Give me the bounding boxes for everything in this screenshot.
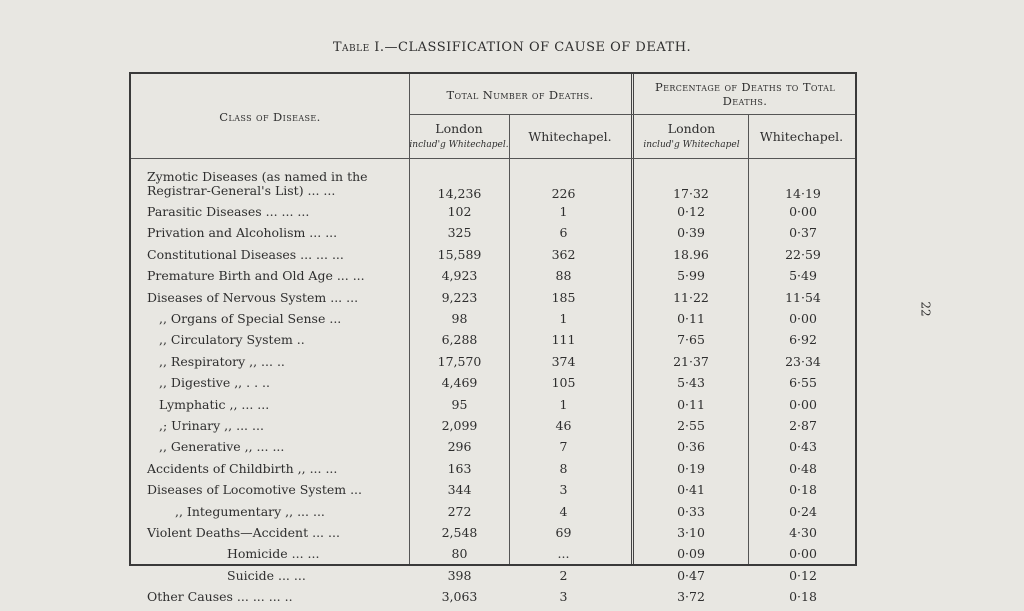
- cell-whitechapel-pct: 22·59: [785, 246, 821, 262]
- cell-london: 4,923: [441, 268, 478, 284]
- cell-london: 2,099: [441, 418, 478, 433]
- cell-london: 398: [447, 567, 472, 583]
- table-row: [131, 397, 855, 419]
- table-title-text: I.—CLASSIFICATION OF CAUSE OF DEATH.: [369, 40, 692, 55]
- cell-london: 80: [451, 546, 468, 562]
- page-number: 22: [918, 301, 933, 317]
- header-class-of-disease: Class of Disease.: [219, 110, 321, 124]
- cell-london-pct: 5·43: [677, 375, 705, 391]
- row-label: Other Causes ... ... ... ..: [147, 589, 293, 605]
- row-label: ,, Generative ,, ... ...: [159, 439, 285, 455]
- table-row: [131, 204, 855, 226]
- cell-london-pct: 0·39: [677, 225, 705, 241]
- cell-london: 4,469: [441, 375, 478, 391]
- cell-london: 17,570: [437, 353, 482, 369]
- cell-london: 6,288: [441, 332, 478, 348]
- cell-whitechapel: ...: [557, 546, 570, 562]
- cell-whitechapel: 374: [551, 353, 576, 369]
- cell-london: 98: [451, 311, 468, 326]
- classification-table: [129, 72, 857, 605]
- row-label: ,, Integumentary ,, ... ...: [175, 503, 325, 519]
- cell-whitechapel-pct: 11·54: [785, 289, 821, 305]
- table-row: [131, 482, 855, 504]
- table-row: [131, 290, 855, 312]
- header-london-pct-label: London: [667, 121, 716, 136]
- cell-whitechapel-pct: 6·55: [789, 375, 817, 391]
- row-label: Parasitic Diseases ... ... ...: [147, 204, 310, 219]
- cell-whitechapel-pct: 2·87: [789, 418, 817, 433]
- cell-london-pct: 17·32: [673, 186, 709, 201]
- cell-london-pct: 0·36: [677, 439, 705, 455]
- header-whitechapel: Whitechapel.: [528, 129, 612, 144]
- cell-whitechapel-pct: 0·00: [789, 204, 817, 219]
- header-whitechapel-pct: Whitechapel.: [759, 129, 844, 144]
- table-row: [131, 375, 855, 397]
- cell-whitechapel: 69: [555, 525, 572, 540]
- cell-whitechapel-pct: 0·18: [789, 589, 817, 605]
- header-london-note: includ'g Whitechapel.: [409, 140, 509, 150]
- table-row: [131, 170, 855, 206]
- cell-whitechapel-pct: 0·12: [789, 567, 817, 583]
- cell-london-pct: 0·11: [677, 396, 705, 412]
- cell-london-pct: 0·47: [677, 567, 705, 583]
- cell-london: 344: [447, 482, 472, 498]
- header-london: [409, 122, 509, 152]
- cell-london-pct: 0·19: [677, 460, 705, 476]
- cell-whitechapel: 2: [559, 567, 568, 583]
- cell-whitechapel-pct: 0·00: [789, 311, 817, 326]
- header-london-pct: [635, 122, 748, 152]
- table-row: [131, 247, 855, 269]
- cell-whitechapel: 105: [551, 375, 576, 391]
- table-row: [131, 225, 855, 247]
- row-label: ,, Circulatory System ..: [159, 332, 305, 348]
- cell-whitechapel: 1: [559, 396, 568, 412]
- cell-london-pct: 11·22: [673, 289, 709, 305]
- table-row: [131, 525, 855, 547]
- header-london-pct-note: includ'g Whitechapel: [643, 140, 740, 150]
- row-label: Homicide ... ...: [227, 546, 320, 562]
- row-label: Lymphatic ,, ... ...: [159, 396, 270, 412]
- table-row: [131, 354, 855, 376]
- cell-london: 2,548: [441, 525, 478, 540]
- row-label: Diseases of Nervous System ... ...: [147, 289, 359, 305]
- cell-whitechapel-pct: 0·48: [789, 460, 817, 476]
- cell-whitechapel: 1: [559, 204, 568, 219]
- table-row: [131, 418, 855, 440]
- cell-whitechapel-pct: 0·00: [789, 546, 817, 562]
- table-row: [131, 311, 855, 333]
- cell-whitechapel: 362: [551, 246, 576, 262]
- table-row: [131, 439, 855, 461]
- cell-whitechapel: 7: [559, 439, 568, 455]
- header-percentage: Percentage of Deaths to Total Deaths.: [654, 80, 836, 108]
- cell-whitechapel: 88: [555, 268, 572, 284]
- cell-london: 9,223: [441, 289, 478, 305]
- header-rule: [409, 114, 855, 115]
- table-row: [131, 568, 855, 590]
- cell-whitechapel-pct: 0·00: [789, 396, 817, 412]
- cell-whitechapel: 111: [551, 332, 576, 348]
- row-label: ,, Digestive ,, . . ..: [159, 375, 270, 391]
- cell-london: 3,063: [441, 589, 478, 605]
- row-label: Diseases of Locomotive System ...: [147, 482, 363, 498]
- table-title: [0, 40, 1024, 55]
- row-label: Suicide ... ...: [227, 567, 306, 583]
- cell-whitechapel: 46: [555, 418, 572, 433]
- cell-london-pct: 3·72: [677, 589, 705, 605]
- cell-london-pct: 0·33: [677, 503, 705, 519]
- header-total-deaths: Total Number of Deaths.: [446, 88, 594, 102]
- cell-london-pct: 2·55: [677, 418, 705, 433]
- cell-whitechapel-pct: 6·92: [789, 332, 817, 348]
- cell-london: 163: [447, 460, 472, 476]
- cell-london: 272: [447, 503, 472, 519]
- cell-whitechapel: 185: [551, 289, 576, 305]
- cell-london: 102: [447, 204, 472, 219]
- table-row: [131, 461, 855, 483]
- cell-london-pct: 7·65: [677, 332, 705, 348]
- cell-london-pct: 0·09: [677, 546, 705, 562]
- cell-london-pct: 18.96: [673, 246, 709, 262]
- cell-whitechapel-pct: 0·37: [789, 225, 817, 241]
- cell-whitechapel: 1: [559, 311, 568, 326]
- cell-london-pct: 0·11: [677, 311, 705, 326]
- row-label: Privation and Alcoholism ... ...: [147, 225, 338, 241]
- cell-london: 296: [447, 439, 472, 455]
- table-row: [131, 546, 855, 568]
- header-london-label: London: [435, 121, 483, 136]
- cell-whitechapel: 3: [559, 589, 568, 605]
- row-label: Violent Deaths—Accident ... ...: [147, 525, 340, 540]
- cell-london-pct: 5·99: [677, 268, 705, 284]
- cell-whitechapel-pct: 0·24: [789, 503, 817, 519]
- cell-whitechapel-pct: 23·34: [785, 353, 821, 369]
- table-row: [131, 589, 855, 611]
- cell-whitechapel: 4: [559, 503, 568, 519]
- cell-london-pct: 0·41: [677, 482, 705, 498]
- cell-whitechapel-pct: 0·43: [789, 439, 817, 455]
- cell-whitechapel: 6: [559, 225, 568, 241]
- table-row: [131, 332, 855, 354]
- table-row: [131, 504, 855, 526]
- row-label: Zymotic Diseases (as named in the Registrar-General's List) ... ...: [147, 169, 368, 198]
- cell-london-pct: 0·12: [677, 204, 705, 219]
- table-row: [131, 268, 855, 290]
- row-label: ,, Organs of Special Sense ...: [159, 311, 342, 326]
- cell-london: 325: [447, 225, 472, 241]
- table-title-prefix: Table: [332, 40, 370, 55]
- row-label: Constitutional Diseases ... ... ...: [147, 246, 344, 262]
- row-label: Accidents of Childbirth ,, ... ...: [147, 460, 338, 476]
- header-rule: [131, 158, 855, 159]
- cell-london: 95: [451, 396, 468, 412]
- cell-london: 15,589: [437, 246, 482, 262]
- cell-whitechapel-pct: 0·18: [789, 482, 817, 498]
- cell-whitechapel: 8: [559, 460, 568, 476]
- cell-whitechapel-pct: 14·19: [785, 186, 821, 201]
- cell-london-pct: 3·10: [677, 525, 705, 540]
- row-label: ,; Urinary ,, ... ...: [159, 418, 264, 433]
- cell-london-pct: 21·37: [673, 353, 709, 369]
- cell-whitechapel: 3: [559, 482, 568, 498]
- row-label: ,, Respiratory ,, ... ..: [159, 353, 285, 369]
- row-label: Premature Birth and Old Age ... ...: [147, 268, 365, 284]
- cell-whitechapel: 226: [551, 186, 576, 201]
- cell-whitechapel-pct: 5·49: [789, 268, 817, 284]
- cell-whitechapel-pct: 4·30: [789, 525, 817, 540]
- cell-london: 14,236: [437, 186, 482, 201]
